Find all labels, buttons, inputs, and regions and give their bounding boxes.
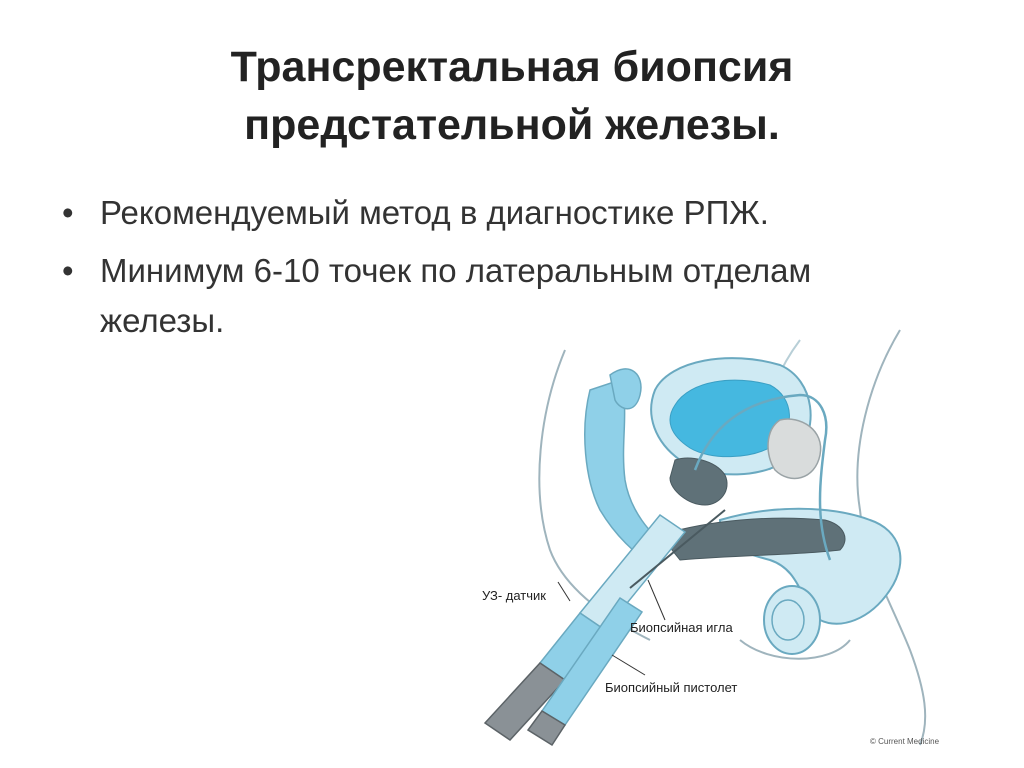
pubic-bone <box>768 419 821 478</box>
bullet-text: Рекомендуемый метод в диагностике РПЖ. <box>100 194 769 231</box>
slide-title <box>0 38 1024 154</box>
bullet-dot: • <box>62 194 74 231</box>
bullet-item <box>62 188 942 238</box>
leader-line <box>612 655 645 675</box>
leader-line <box>558 582 570 601</box>
gun-label: Биопсийный пистолет <box>605 680 738 695</box>
biopsy-illustration <box>470 320 960 750</box>
anatomy-diagram <box>470 320 960 750</box>
needle-label: Биопсийная игла <box>630 620 733 635</box>
title-line-1: Трансректальная биопсия <box>230 43 794 91</box>
bullet-text: Минимум 6-10 точек по латеральным отделам железы. <box>100 252 812 339</box>
bullet-dot: • <box>62 252 74 289</box>
probe-label: УЗ- датчик <box>482 588 546 603</box>
title-line-2: предстательной железы. <box>244 101 780 149</box>
leader-line <box>648 580 665 620</box>
image-credit: © Current Medicine <box>870 737 940 746</box>
